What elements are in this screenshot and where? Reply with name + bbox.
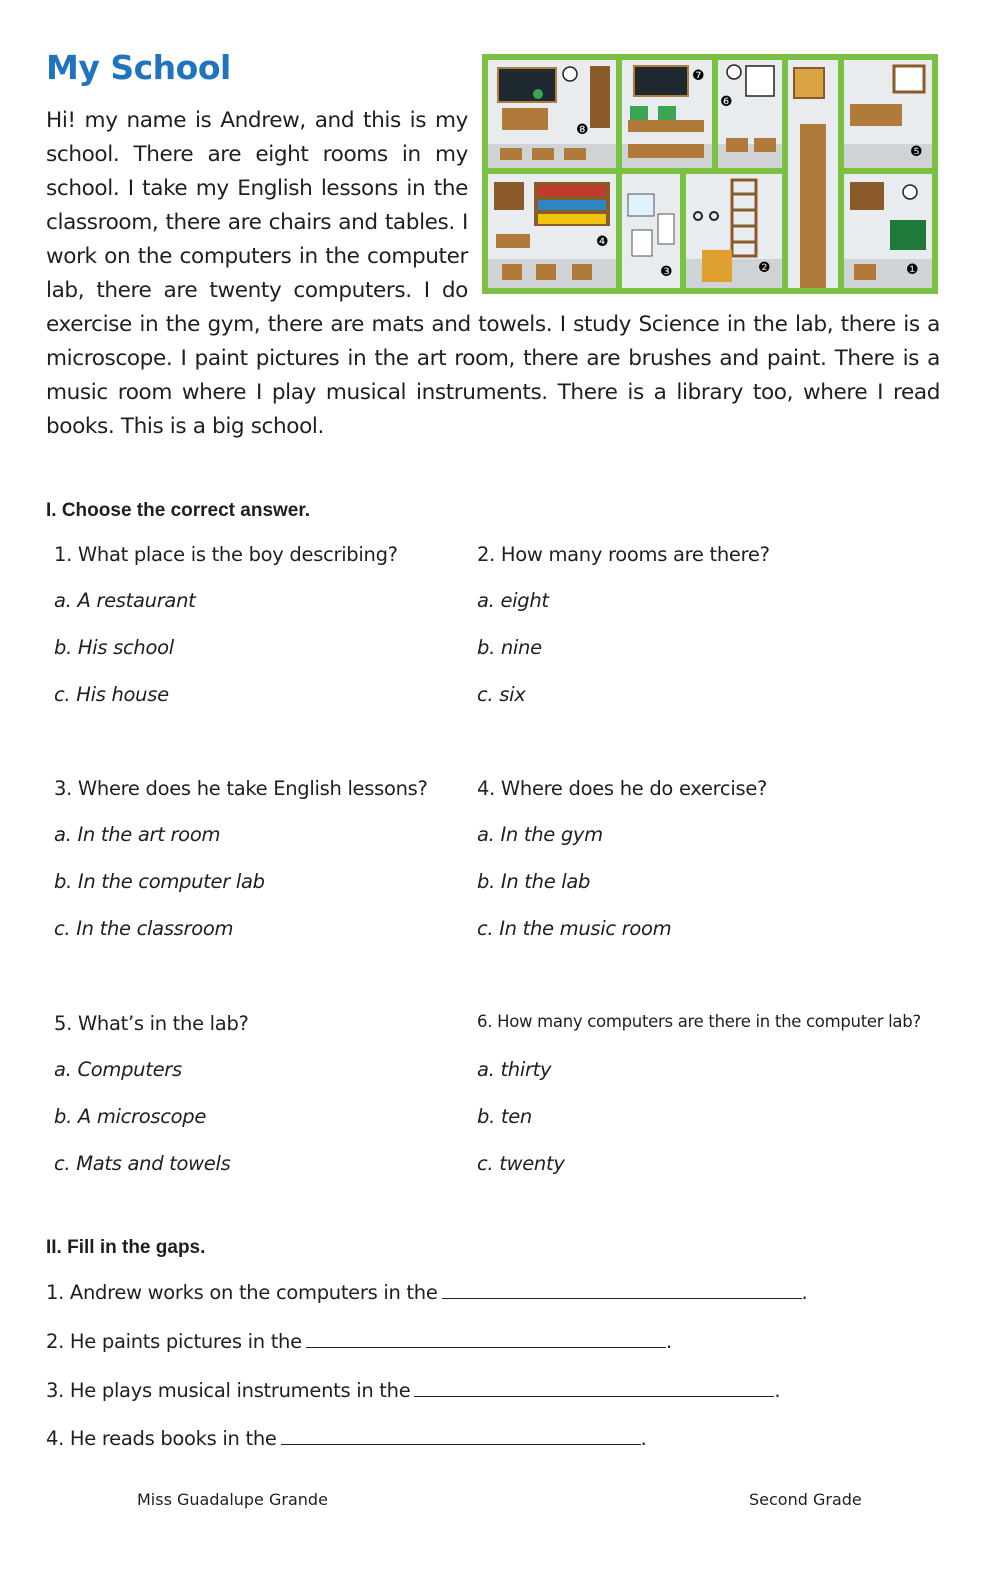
answer-option[interactable]: c. His house — [54, 683, 169, 706]
room-number-4: ❹ — [596, 234, 609, 250]
question-1 — [54, 543, 524, 730]
answer-option[interactable]: a. In the gym — [477, 823, 603, 846]
question-3 — [54, 777, 524, 964]
intro-paragraph — [46, 104, 940, 444]
answer-option[interactable]: c. six — [477, 683, 526, 706]
intro-text: Hi! my name is Andrew, and this is my school. There are eight rooms in my school. I take my English lessons in the classroom, there are chairs and tables. I work on the computers in the computer lab, there are twenty computers. I do exercise in the gym, there are mats and towels. I study Science in the lab, there is a microscope. I paint pictures in the art room, there are brushes and paint. There is a music room where I play musical instruments. There is a library too, where I read books. This is a big school. — [46, 108, 940, 439]
gap-item-text: 2. He paints pictures in the — [46, 1330, 302, 1353]
room-number-8: ❽ — [576, 122, 589, 138]
answer-option[interactable]: c. In the classroom — [54, 917, 234, 940]
answer-option[interactable]: c. In the music room — [477, 917, 672, 940]
room-number-2: ❷ — [758, 260, 771, 276]
gap-item-3 — [46, 1378, 780, 1402]
room-number-5: ❺ — [910, 144, 923, 160]
gap-blank-input[interactable] — [281, 1426, 641, 1445]
answer-option[interactable]: a. In the art room — [54, 823, 221, 846]
answer-option[interactable]: b. In the computer lab — [54, 870, 265, 893]
gap-blank-input[interactable] — [306, 1329, 666, 1348]
answer-option[interactable]: c. Mats and towels — [54, 1152, 231, 1175]
question-stem: 2. How many rooms are there? — [477, 543, 770, 566]
question-4 — [477, 777, 947, 964]
question-stem: 3. Where does he take English lessons? — [54, 777, 428, 800]
room-number-6: ❻ — [720, 94, 733, 110]
answer-option[interactable]: b. A microscope — [54, 1105, 207, 1128]
room-number-3: ❸ — [660, 264, 673, 280]
question-5 — [54, 1012, 524, 1199]
gap-item-text: 4. He reads books in the — [46, 1427, 277, 1450]
question-6 — [477, 1012, 947, 1199]
answer-option[interactable]: a. eight — [477, 589, 549, 612]
question-stem: 5. What’s in the lab? — [54, 1012, 249, 1035]
gap-end-mark: . — [774, 1379, 781, 1402]
gap-blank-input[interactable] — [414, 1378, 774, 1397]
gap-item-text: 1. Andrew works on the computers in the — [46, 1281, 438, 1304]
gap-item-2 — [46, 1329, 672, 1353]
answer-option[interactable]: b. In the lab — [477, 870, 591, 893]
footer-grade: Second Grade — [749, 1490, 862, 1509]
answer-option[interactable]: a. thirty — [477, 1058, 552, 1081]
gap-end-mark: . — [801, 1281, 808, 1304]
answer-option[interactable]: c. twenty — [477, 1152, 565, 1175]
gap-item-1 — [46, 1280, 807, 1304]
question-stem: 4. Where does he do exercise? — [477, 777, 768, 800]
section-1-title: I. Choose the correct answer. — [46, 500, 310, 521]
gap-blank-input[interactable] — [442, 1280, 802, 1299]
answer-option[interactable]: a. A restaurant — [54, 589, 196, 612]
question-stem: 1. What place is the boy describing? — [54, 543, 398, 566]
room-number-7: ❼ — [692, 68, 705, 84]
question-stem: 6. How many computers are there in the computer lab? — [477, 1012, 921, 1031]
answer-option[interactable]: b. nine — [477, 636, 542, 659]
answer-option[interactable]: b. His school — [54, 636, 174, 659]
footer-teacher: Miss Guadalupe Grande — [137, 1490, 328, 1509]
gap-end-mark: . — [640, 1427, 647, 1450]
answer-option[interactable]: b. ten — [477, 1105, 532, 1128]
section-2-title: II. Fill in the gaps. — [46, 1237, 206, 1258]
page-title: My School — [46, 48, 231, 87]
gap-item-text: 3. He plays musical instruments in the — [46, 1379, 411, 1402]
gap-item-4 — [46, 1426, 647, 1450]
answer-option[interactable]: a. Computers — [54, 1058, 182, 1081]
gap-end-mark: . — [665, 1330, 672, 1353]
question-2 — [477, 543, 947, 730]
room-number-1: ❶ — [906, 262, 919, 278]
